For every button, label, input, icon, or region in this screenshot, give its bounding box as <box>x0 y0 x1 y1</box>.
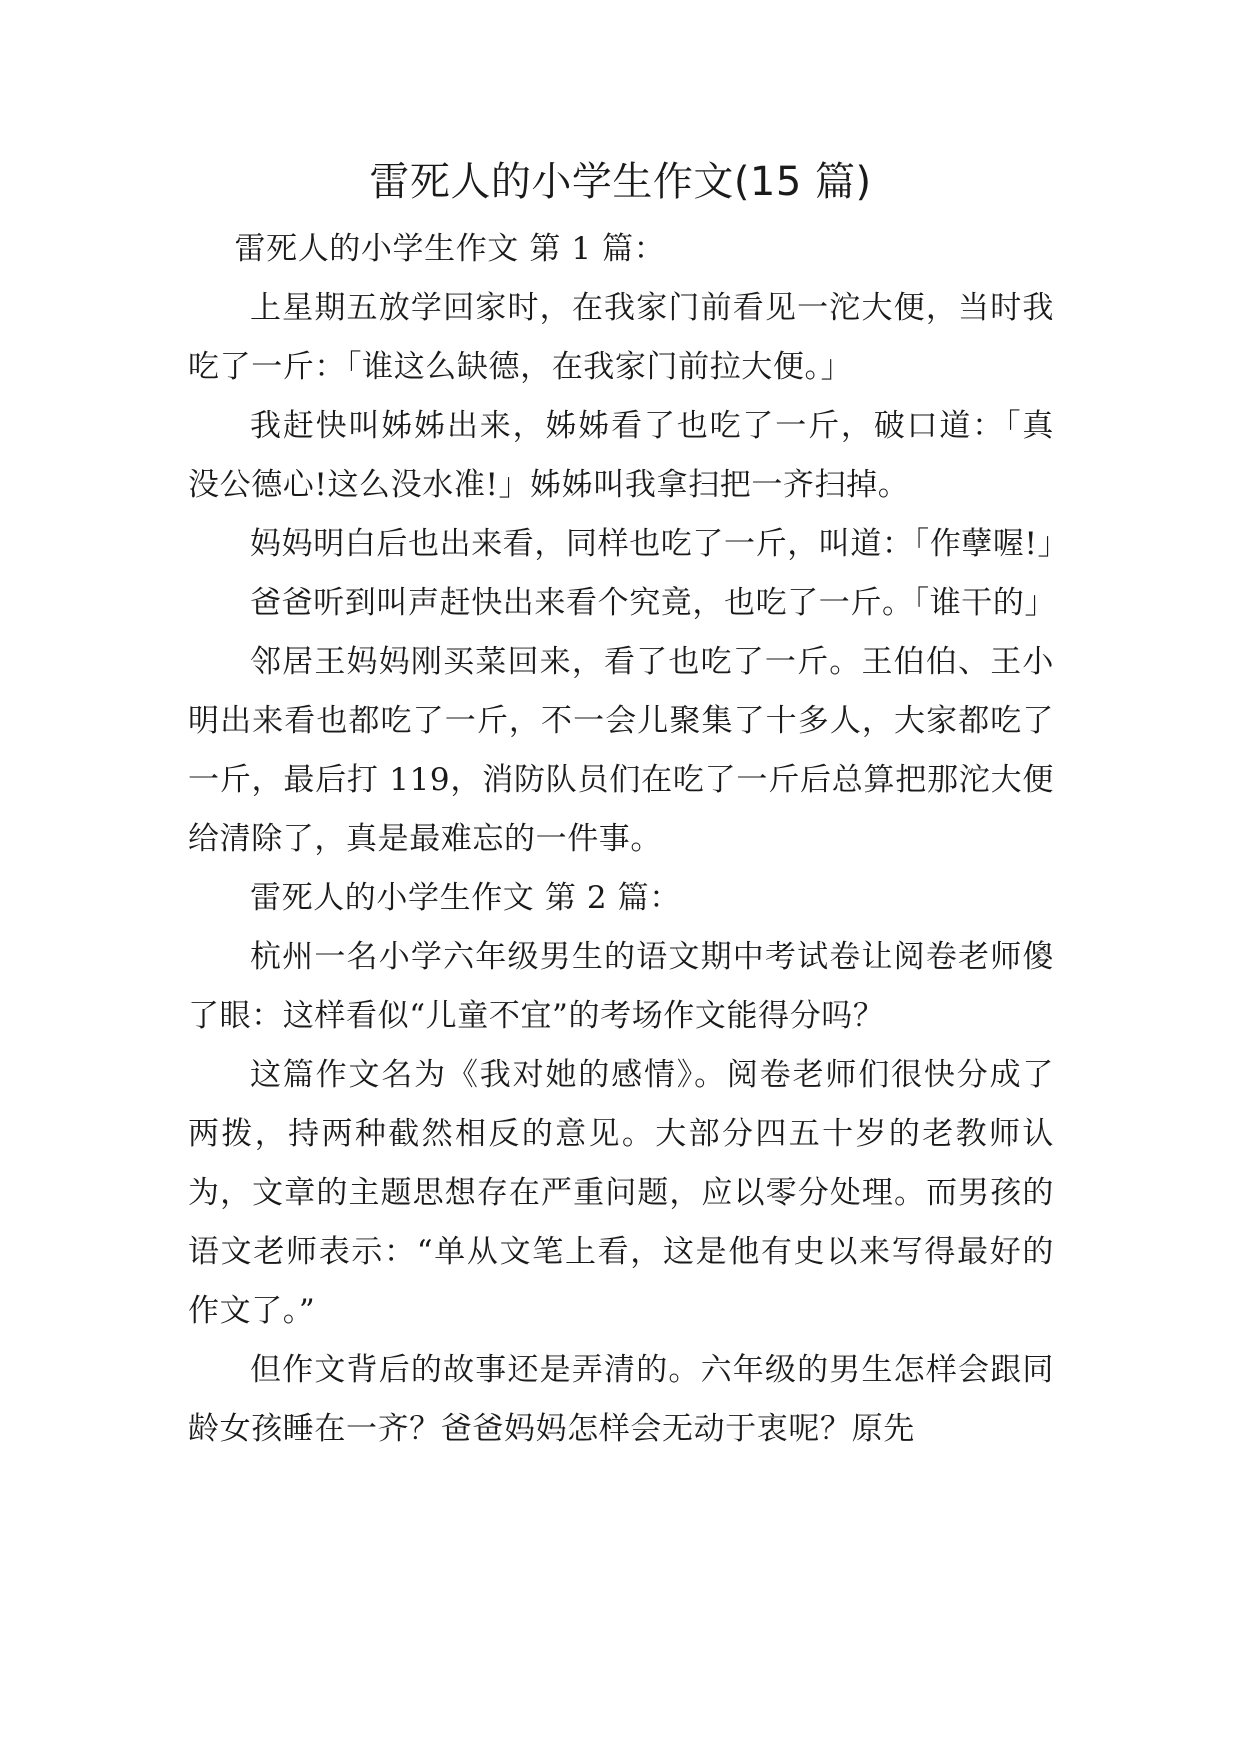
paragraph: 但作文背后的故事还是弄清的。六年级的男生怎样会跟同龄女孩睡在一齐？爸爸妈妈怎样会无动于衷呢？原先 <box>188 1352 1054 1447</box>
paragraph: 这篇作文名为《我对她的感情》。阅卷老师们很快分成了两拨，持两种截然相反的意见。大部分四五十岁的老教师认为，文章的主题思想存在严重问题，应以零分处理。而男孩的语文老师表示：“单从文笔上看，这是他有史以来写得最好的作文了。” <box>188 1057 1054 1329</box>
paragraph: 邻居王妈妈刚买菜回来，看了也吃了一斤。王伯伯、王小明出来看也都吃了一斤，不一会儿聚集了十多人，大家都吃了一斤，最后打 119，消防队员们在吃了一斤后总算把那沱大便给清除了，真是最难忘的一件事。 <box>188 644 1054 857</box>
paragraph: 杭州一名小学六年级男生的语文期中考试卷让阅卷老师傻了眼：这样看似“儿童不宜”的考场作文能得分吗？ <box>188 939 1054 1034</box>
paragraph: 爸爸听到叫声赶快出来看个究竟，也吃了一斤。「谁干的」 <box>250 585 1057 621</box>
document-body <box>188 220 1070 1459</box>
document-title: 雷死人的小学生作文(15 篇) <box>369 159 872 205</box>
paragraph: 上星期五放学回家时，在我家门前看见一沱大便，当时我吃了一斤：「谁这么缺德，在我家门前拉大便。」 <box>188 290 1054 385</box>
paragraph: 妈妈明白后也出来看，同样也吃了一斤，叫道：「作孽喔!」 <box>250 526 1070 562</box>
section-heading-1: 雷死人的小学生作文 第 1 篇： <box>234 231 666 267</box>
paragraph: 我赶快叫姊姊出来，姊姊看了也吃了一斤，破口道：「真没公德心!这么没水准!」姊姊叫我拿扫把一齐扫掉。 <box>188 408 1054 503</box>
section-heading-2: 雷死人的小学生作文 第 2 篇： <box>250 880 681 916</box>
